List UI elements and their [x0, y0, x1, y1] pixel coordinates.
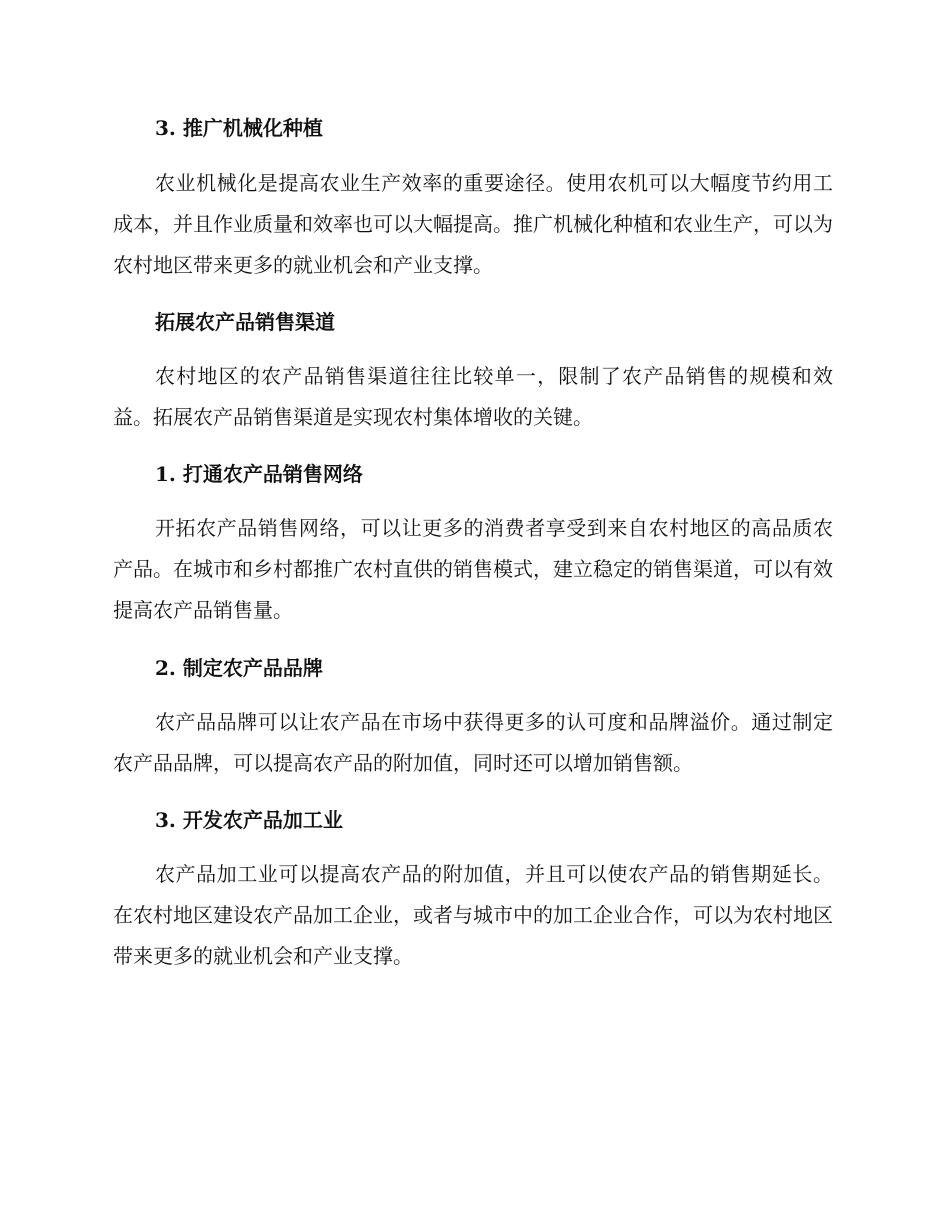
section-paragraph-sales-channels: 农村地区的农产品销售渠道往往比较单一，限制了农产品销售的规模和效益。拓展农产品销售渠道是实现农村集体增收的关键。 — [113, 364, 833, 429]
section-heading-sales-network: 1. 打通农产品销售网络 — [155, 462, 363, 486]
section-paragraph-sales-network: 开拓农产品销售网络，可以让更多的消费者享受到来自农村地区的高品质农产品。在城市和乡村都推广农村直供的销售模式，建立稳定的销售渠道，可以有效提高农产品销售量。 — [113, 516, 833, 622]
section-heading-processing: 3. 开发农产品加工业 — [155, 808, 343, 832]
section-paragraph-mechanized-planting: 农业机械化是提高农业生产效率的重要途径。使用农机可以大幅度节约用工成本，并且作业质量和效率也可以大幅提高。推广机械化种植和农业生产，可以为农村地区带来更多的就业机会和产业支撑。 — [113, 171, 833, 277]
section-heading-sales-channels: 拓展农产品销售渠道 — [155, 310, 335, 334]
section-paragraph-brand: 农产品品牌可以让农产品在市场中获得更多的认可度和品牌溢价。通过制定农产品品牌，可以提高农产品的附加值，同时还可以增加销售额。 — [113, 710, 833, 775]
section-paragraph-processing: 农产品加工业可以提高农产品的附加值，并且可以使农产品的销售期延长。在农村地区建设农产品加工企业，或者与城市中的加工企业合作，可以为农村地区带来更多的就业机会和产业支撑。 — [113, 862, 833, 968]
section-heading-brand: 2. 制定农产品品牌 — [155, 656, 323, 680]
section-heading-mechanized-planting: 3. 推广机械化种植 — [155, 116, 323, 140]
